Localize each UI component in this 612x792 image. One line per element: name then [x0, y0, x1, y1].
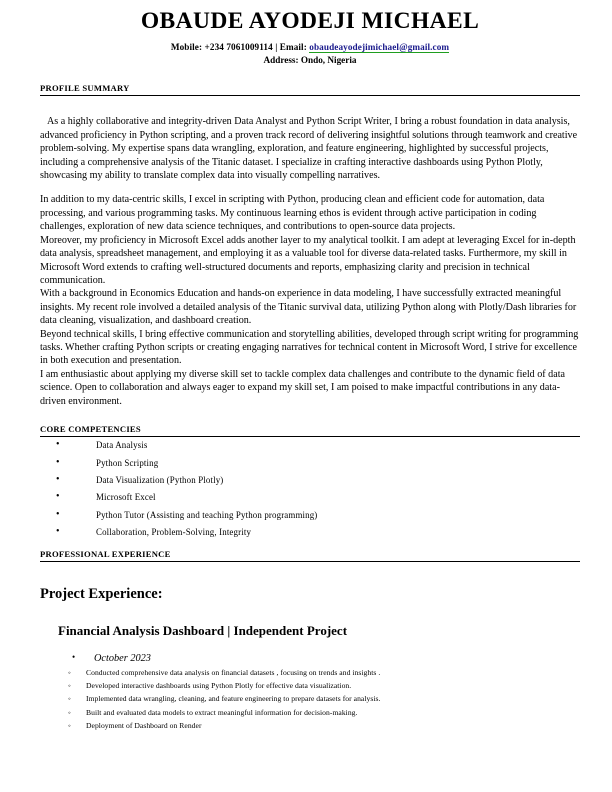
- experience-bullets: [40, 669, 580, 730]
- profile-paragraph-5: Beyond technical skills, I bring effective communication and storytelling abilities, developed through script writing for programming tasks. Whether crafting Python scripts or creating engaging narratives for technical content in Microsoft Word, I strive for excellence in both execution and presentation.: [40, 328, 579, 367]
- profile-paragraph-2: In addition to my data-centric skills, I excel in scripting with Python, producing clean and efficient code for automation, data processing, and various programming tasks. My continuous learning ethos is evident through active participation in coding challenges, exploration of new data science techniques, and contributions to open-source data projects.: [40, 194, 545, 233]
- section-rule-professional-experience: [40, 561, 580, 562]
- project-experience-heading: Project Experience:: [40, 586, 163, 603]
- section-rule-profile-summary: [40, 95, 580, 96]
- address-line: Address: Ondo, Nigeria: [263, 55, 357, 66]
- candidate-name: OBAUDE AYODEJI MICHAEL: [140, 8, 480, 34]
- list-item: ◦ Developed interactive dashboards using Python Plotly for effective data visualization.: [40, 682, 580, 691]
- spacer-after-profile-rule: [40, 98, 580, 115]
- list-item: • Data Analysis: [40, 441, 580, 450]
- list-item: • Microsoft Excel: [40, 493, 580, 502]
- contact-separator: |: [275, 42, 278, 53]
- section-profile-summary: [40, 83, 580, 96]
- section-rule-core-competencies: [40, 436, 580, 437]
- list-item: ◦ Implemented data wrangling, cleaning, and feature engineering to prepare datasets for analysis.: [40, 695, 580, 704]
- core-competencies-list: [40, 441, 580, 537]
- list-item: • Data Visualization (Python Plotly): [40, 476, 580, 485]
- spacer-para-1-2: [40, 182, 580, 193]
- list-item: • Collaboration, Problem-Solving, Integrity: [40, 528, 580, 537]
- profile-paragraph-4: With a background in Economics Education and hands-on experience in data modeling, I have successfully extracted meaningful insights. My recent role involved a detailed analysis of the Titanic survival data, utilizing Python along with Plotly/Dash libraries for data cleaning, visualization, and dashboard creation.: [40, 288, 577, 327]
- profile-paragraph-6: I am enthusiastic about applying my diverse skill set to tackle complex data challenges and contribute to the dynamic field of data science. Open to collaboration and always eager to expand my skill set, I am poised to make impactful contributions in any data-driven environment.: [40, 368, 565, 407]
- project-title: Financial Analysis Dashboard | Independent Project: [58, 623, 348, 639]
- list-item: ◦ Deployment of Dashboard on Render: [40, 722, 580, 731]
- experience-list: [40, 653, 580, 665]
- contact-line: [40, 41, 580, 53]
- email-link[interactable]: obaudeayodejimichael@gmail.com: [309, 42, 450, 53]
- list-item: ◦ Built and evaluated data models to extract meaningful information for decision-making.: [40, 709, 580, 718]
- section-title-profile-summary: PROFILE SUMMARY: [40, 83, 130, 94]
- list-item: • Python Scripting: [40, 459, 580, 468]
- list-item: ◦ Conducted comprehensive data analysis on financial datasets , focusing on trends and insights .: [40, 669, 580, 678]
- section-title-core-competencies: CORE COMPETENCIES: [40, 424, 141, 435]
- profile-paragraph-1: As a highly collaborative and integrity-driven Data Analyst and Python Script Writer, I bring a robust foundation in data analysis, advanced proficiency in Python scripting, and a proven track record of delivering insightful solutions through teamwork and creative problem-solving. My expertise spans data wrangling, exploration, and feature engineering, highlighted by successful projects, including a comprehensive analysis of the Titanic dataset. I specialize in crafting interactive dashboards using Python Plotly, showcasing my ability to translate complex data into visually compelling narratives.: [40, 116, 578, 181]
- resume-header: [40, 8, 580, 67]
- section-title-professional-experience: PROFESSIONAL EXPERIENCE: [40, 549, 171, 560]
- mobile-value: +234 7061009114: [204, 42, 273, 53]
- section-core-competencies: [40, 424, 580, 437]
- experience-date: • October 2023: [40, 653, 580, 665]
- list-item: • Python Tutor (Assisting and teaching Python programming): [40, 511, 580, 520]
- email-label: Email:: [279, 42, 307, 53]
- profile-paragraph-3: Moreover, my proficiency in Microsoft Excel adds another layer to my analytical toolkit. I am adept at leveraging Excel for in-depth data analysis, spreadsheet management, and employing it as a valuable tool for diverse data-related tasks. Furthermore, my skill in Microsoft Word extends to crafting well-structured documents and reports, emphasizing clarity and precision in technical communication.: [40, 234, 576, 286]
- section-professional-experience: [40, 549, 580, 562]
- mobile-label: Mobile:: [170, 42, 203, 53]
